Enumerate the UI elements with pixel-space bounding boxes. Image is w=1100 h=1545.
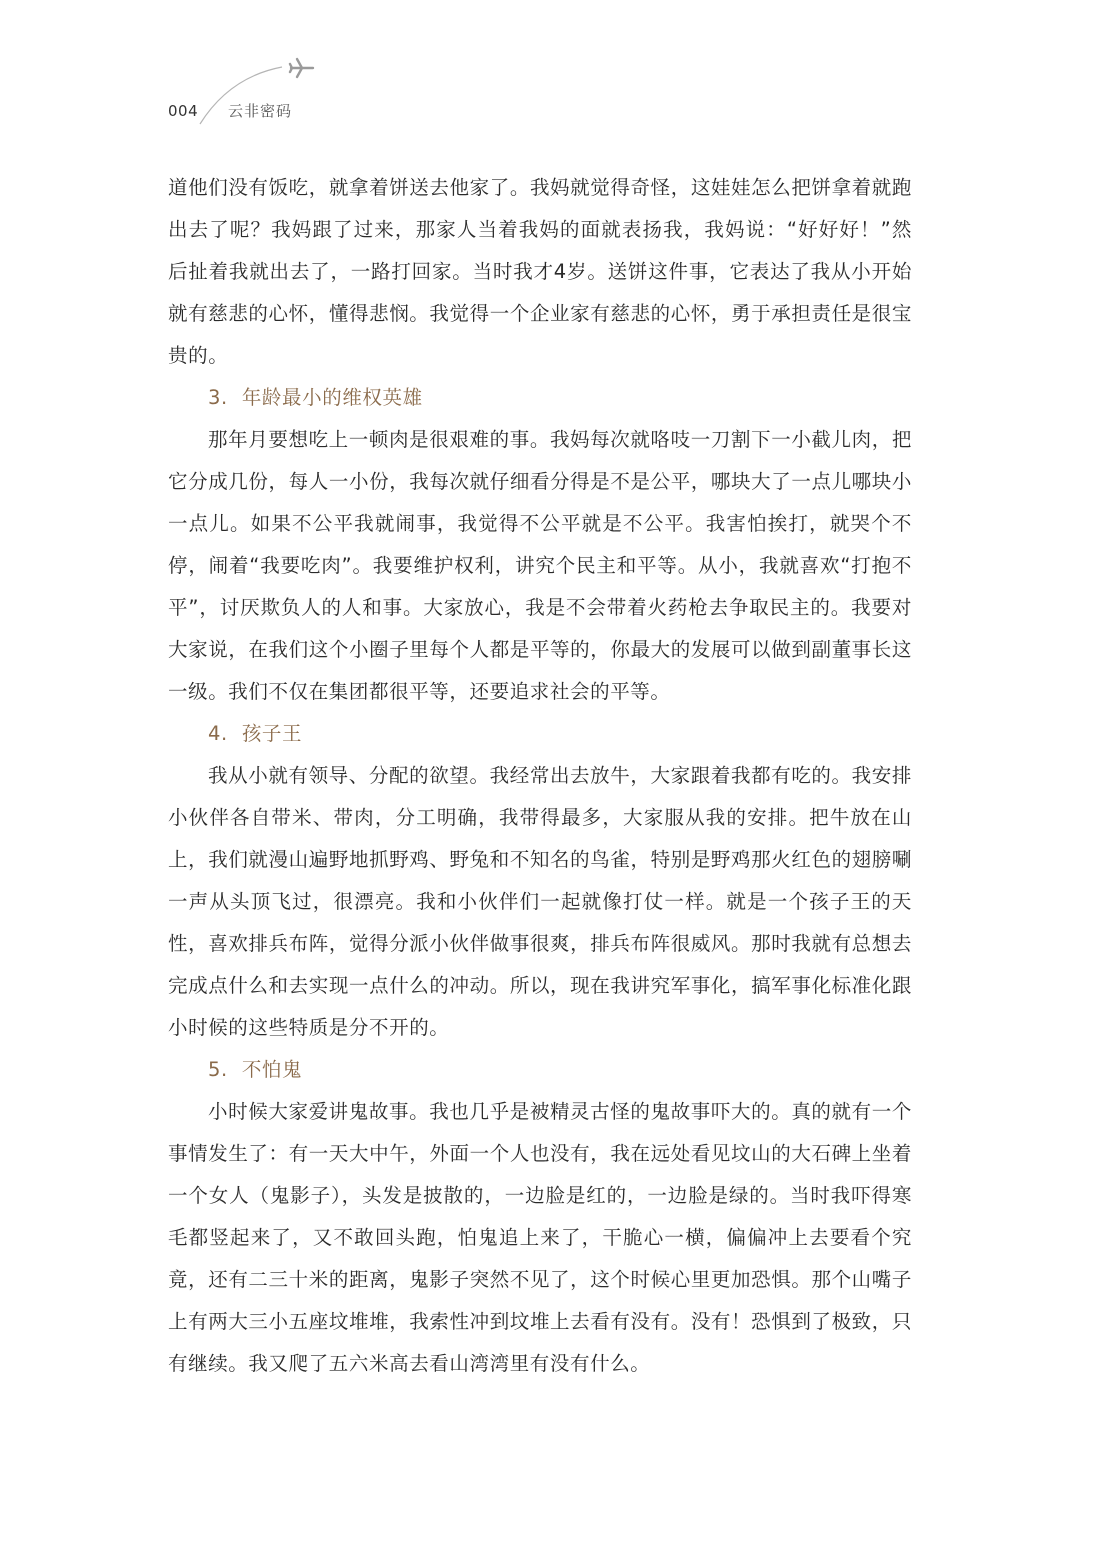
section-title: 孩子王: [241, 722, 303, 745]
header-decoration: [0, 0, 1100, 140]
section-number: 3.: [208, 386, 228, 409]
paragraph-section-4: 我从小就有领导、分配的欲望。我经常出去放牛，大家跟着我都有吃的。我安排小伙伴各自带米、带肉，分工明确，我带得最多，大家服从我的安排。把牛放在山上，我们就漫山遍野地抓野鸡、野兔和不知名的鸟雀，特别是野鸡那火红色的翅膀唰一声从头顶飞过，很漂亮。我和小伙伴们一起就像打仗一样。就是一个孩子王的天性，喜欢排兵布阵，觉得分派小伙伴做事很爽，排兵布阵很威风。那时我就有总想去完成点什么和去实现一点什么的冲动。所以，现在我讲究军事化，搞军事化标准化跟小时候的这些特质是分不开的。: [168, 764, 912, 1039]
airplane-icon: [290, 59, 313, 77]
section-heading-3: [168, 377, 912, 419]
section-number: 4.: [208, 722, 228, 745]
section-number: 5.: [208, 1058, 228, 1081]
book-title: 云非密码: [228, 102, 293, 120]
page-header: [0, 0, 1100, 140]
section-title: 年龄最小的维权英雄: [241, 386, 423, 409]
page-number: 004: [168, 102, 199, 120]
section-heading-4: [168, 713, 912, 755]
paragraph-section-3: 那年月要想吃上一顿肉是很艰难的事。我妈每次就咯吱一刀割下一小截儿肉，把它分成几份，每人一小份，我每次就仔细看分得是不是公平，哪块大了一点儿哪块小一点儿。如果不公平我就闹事，我觉得不公平就是不公平。我害怕挨打，就哭个不停，闹着“我要吃肉”。我要维护权利，讲究个民主和平等。从小，我就喜欢“打抱不平”，讨厌欺负人的人和事。大家放心，我是不会带着火药枪去争取民主的。我要对大家说，在我们这个小圈子里每个人都是平等的，你最大的发展可以做到副董事长这一级。我们不仅在集团都很平等，还要追求社会的平等。: [168, 428, 912, 703]
section-title: 不怕鬼: [241, 1058, 303, 1081]
main-content: [168, 167, 912, 1385]
paragraph-section-5: 小时候大家爱讲鬼故事。我也几乎是被精灵古怪的鬼故事吓大的。真的就有一个事情发生了：有一天大中午，外面一个人也没有，我在远处看见坟山的大石碑上坐着一个女人（鬼影子），头发是披散的，一边脸是红的，一边脸是绿的。当时我吓得寒毛都竖起来了，又不敢回头跑，怕鬼追上来了，干脆心一横，偏偏冲上去要看个究竟，还有二三十米的距离，鬼影子突然不见了，这个时候心里更加恐惧。那个山嘴子上有两大三小五座坟堆堆，我索性冲到坟堆上去看有没有。没有！恐惧到了极致，只有继续。我又爬了五六米高去看山湾湾里有没有什么。: [168, 1100, 912, 1375]
paragraph-continued: 道他们没有饭吃，就拿着饼送去他家了。我妈就觉得奇怪，这娃娃怎么把饼拿着就跑出去了呢？我妈跟了过来，那家人当着我妈的面就表扬我，我妈说：“好好好！”然后扯着我就出去了，一路打回家。当时我才4岁。送饼这件事，它表达了我从小开始就有慈悲的心怀，懂得悲悯。我觉得一个企业家有慈悲的心怀，勇于承担责任是很宝贵的。: [168, 176, 912, 367]
section-heading-5: [168, 1049, 912, 1091]
